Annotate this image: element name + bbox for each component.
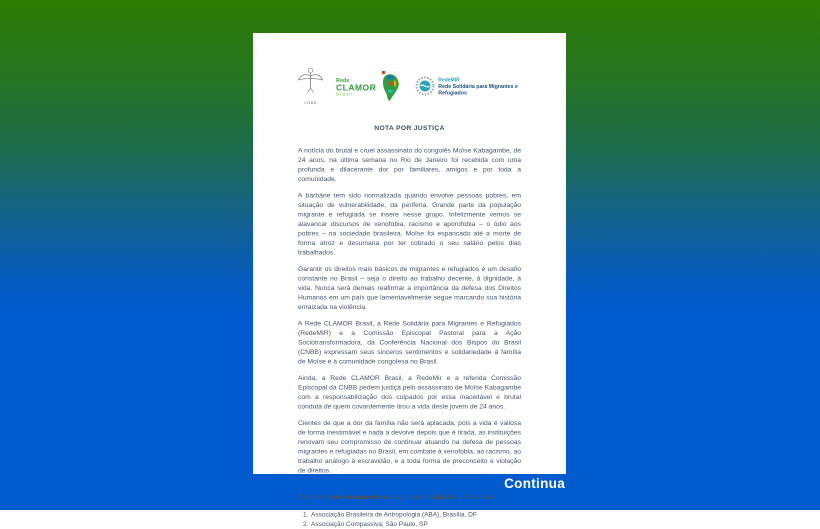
signatory-number: 2.	[303, 520, 309, 528]
paragraph: Ainda, a Rede CLAMOR Brasil, a RedeMir e a referida Comissão Episcopal da CNBB pedem justiça pelo assassinato de Moïse Kabagambe com a responsabilização dos culpados por essa inaceitável e brutal conduta de quem covardemente tirou a vida deste jovem de 24 anos.	[298, 374, 521, 410]
signatories-heading: Assinam este documento as seguintes Entidades e Pastorais:	[298, 493, 497, 501]
signatory-name: Associação Compassiva, São Paulo, SP	[311, 520, 428, 528]
cnbb-dove-cross-icon	[298, 67, 323, 99]
south-america-map-icon	[378, 70, 401, 105]
continua-label: Continua	[504, 476, 565, 491]
logo-row	[298, 66, 521, 108]
paragraph: A notícia do brutal e cruel assassinato do congolês Moïse Kabagambe, de 24 anos, na última semana no Rio de Janeiro foi recebida com uma profunda e dilacerante dor por familiares, amigos e por toda a comunidade.	[298, 146, 521, 183]
cnbb-logo	[298, 67, 323, 108]
document-title: NOTA POR JUSTIÇA	[374, 124, 445, 132]
signatory-item	[298, 510, 521, 520]
paragraph: Cientes de que a dor da família não será aplacada, pois a vida é valiosa de forma inestimável e nada a devolve depois que é tirada, as instituições renovam seu compromisso de continuar atuando na defesa de pessoas migrantes e refugiadas no Brasil, em combate à xenofobia, ao racismo, ao trabalho análogo à escravidão, e a toda forma de preconceito e violação de direitos.	[298, 419, 521, 474]
redemir-subtitle-label: Rede Solidária para Migrantes e Refugiados	[438, 83, 518, 97]
redemir-globe-icon	[414, 75, 435, 99]
signatory-item	[298, 519, 521, 529]
document-content	[253, 33, 566, 528]
redemir-name-label: RedeMIR	[438, 77, 460, 83]
paragraph: Garantir os direitos mais básicos de migrantes e refugiados é um desafio constante no Brasil – seja o direito ao trabalho decente, à dignidade, à vida. Nunca será demais reafirmar a importância da defesa dos Direitos Humanos em um país que lamentavelmente segue marcando sua história enraizada na violência.	[298, 265, 521, 311]
paragraph: A Rede CLAMOR Brasil, a Rede Solidária para Migrantes e Refugiados (RedeMIR) e a Comissão Episcopal Pastoral para a Ação Sociotransformadora, da Conferência Nacional dos Bispos do Brasil (CNBB) expressam seus sinceros sentimentos e solidariedade à família de Moïse e à comunidade congolesa no Brasil.	[298, 319, 521, 365]
rede-clamor-logo	[336, 70, 401, 105]
signatory-name: Associação Brasileira de Antropologia (ABA), Brasília, DF	[311, 510, 477, 518]
clamor-main-label: CLAMOR	[336, 82, 377, 93]
cnbb-wordmark: CNBB	[303, 100, 318, 105]
clamor-wordmark	[336, 78, 376, 97]
redemir-wordmark	[438, 77, 521, 96]
paragraph: A barbárie tem sido normalizada quando envolve pessoas pobres, em situação de vulnerabilidade, da periferia. Grande parte da população migrante e refugiada se insere nesse grupo. Infelizmente vemos se alavancar discursos de xenofobia, racismo e aporofobia – o ódio aos pobres – na sociedade brasileira. Moïse foi espancado até a morte de forma atroz e desumana por ter cobrado o seu salário pelos dias trabalhados.	[298, 191, 521, 256]
clamor-brasil-label: Brasil	[336, 91, 354, 97]
redemir-logo	[414, 75, 521, 99]
clamor-rede-label: Rede	[336, 77, 350, 84]
signatory-number: 1.	[303, 510, 309, 518]
document-page	[253, 33, 566, 528]
